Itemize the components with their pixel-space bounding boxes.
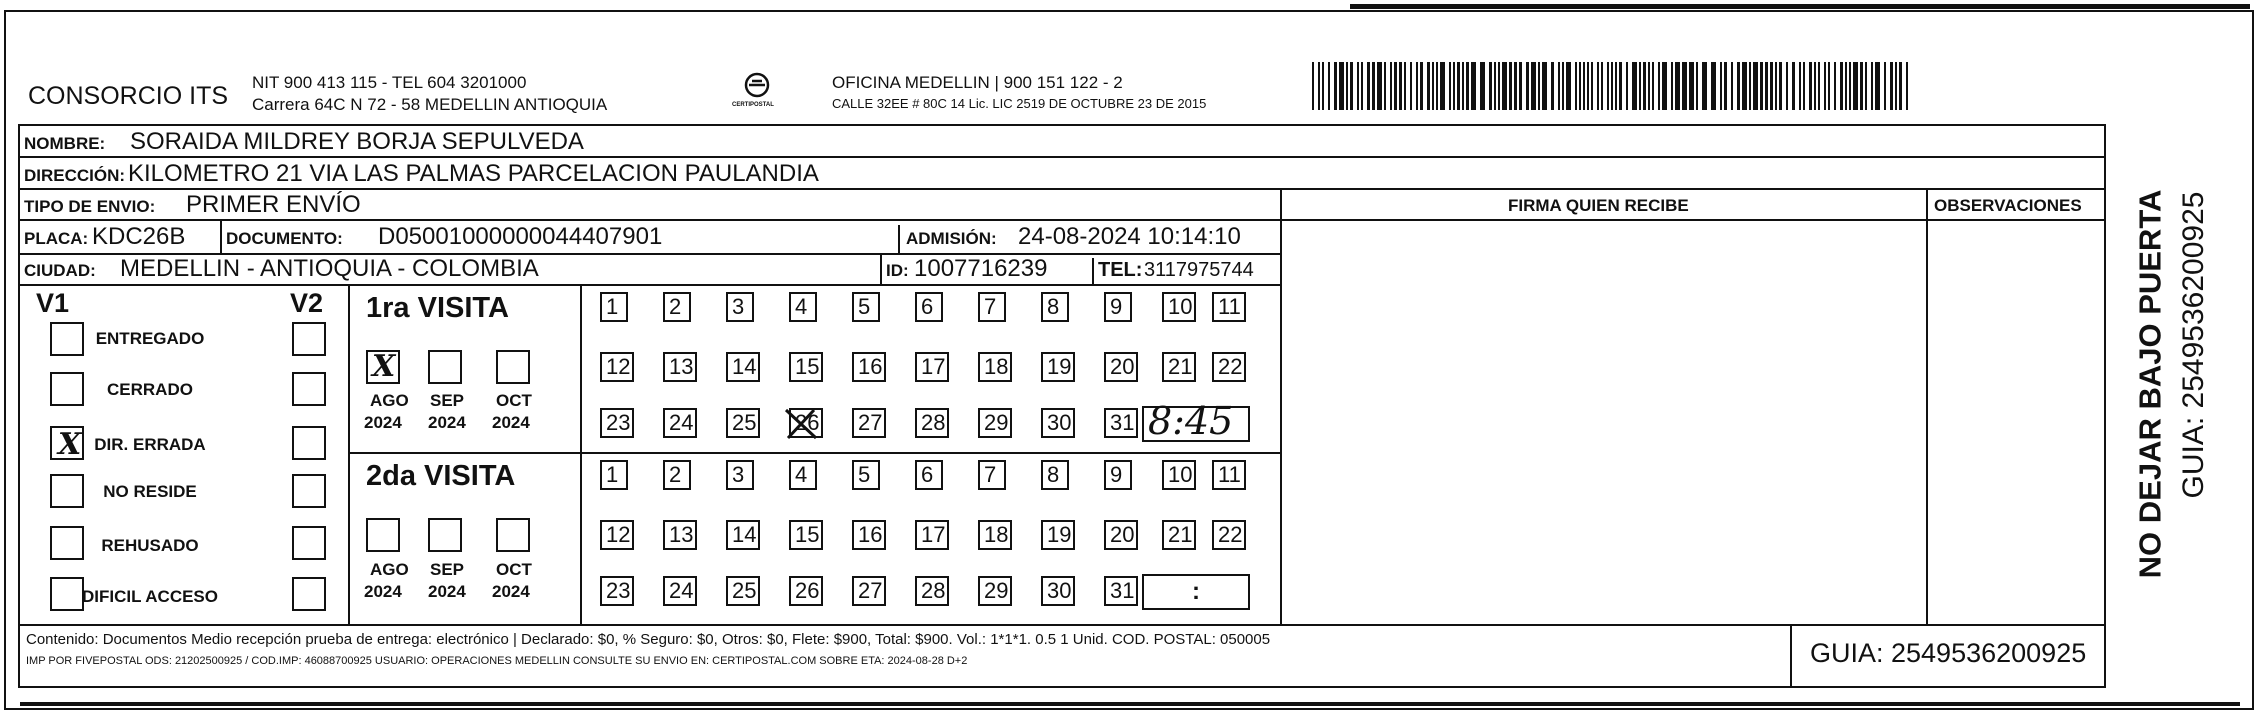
first-visit-day-box[interactable]: 29	[978, 408, 1012, 438]
documento-label: DOCUMENTO:	[226, 229, 343, 248]
first-visit-day-box[interactable]: 18	[978, 352, 1012, 382]
second-visit-time-colon: :	[1192, 578, 1200, 605]
col-line	[1790, 624, 1792, 688]
second-month-label-oct: OCT	[496, 560, 532, 579]
second-visit-day-box[interactable]: 26	[789, 576, 823, 606]
firma-header: FIRMA QUIEN RECIBE	[1508, 196, 1689, 215]
first-visit-day-box[interactable]: 23	[600, 408, 634, 438]
status-rehusado: REHUSADO	[101, 536, 199, 555]
second-visit-day-box[interactable]: 22	[1212, 520, 1246, 550]
second-visit-day-box[interactable]: 4	[789, 460, 817, 490]
row-line	[348, 452, 1280, 454]
col-line	[898, 225, 900, 253]
col-line	[220, 219, 222, 253]
address-line: Carrera 64C N 72 - 58 MEDELLIN ANTIOQUIA	[252, 95, 608, 114]
second-visit-day-box[interactable]: 21	[1162, 520, 1196, 550]
ciudad-value: MEDELLIN - ANTIOQUIA - COLOMBIA	[120, 255, 539, 282]
barcode	[1312, 62, 1912, 110]
first-visit-day-box[interactable]: 5	[852, 292, 880, 322]
second-visit-day-box[interactable]: 25	[726, 576, 760, 606]
first-month-label-ago: AGO	[370, 391, 409, 410]
logo-text: CERTIPOSTAL	[732, 102, 774, 108]
first-visit-day-box[interactable]: 22	[1212, 352, 1246, 382]
col-line	[880, 253, 882, 284]
v2-checkbox-entregado[interactable]	[292, 322, 326, 356]
footer-guia: GUIA: 2549536200925	[1810, 638, 2087, 668]
placa-value: KDC26B	[92, 223, 186, 250]
first-visit-day-box[interactable]: 3	[726, 292, 754, 322]
ciudad-label: CIUDAD:	[24, 261, 96, 280]
first-visit-day-box[interactable]: 24	[663, 408, 697, 438]
status-entregado: ENTREGADO	[95, 329, 205, 348]
status-dificil-acceso: DIFICIL ACCESO	[81, 587, 218, 606]
admision-label: ADMISIÓN:	[906, 229, 997, 248]
status-no-reside: NO RESIDE	[103, 482, 197, 501]
col-line	[1280, 188, 1282, 624]
second-visit-day-box[interactable]: 15	[789, 520, 823, 550]
row-line	[18, 156, 2106, 158]
observaciones-header: OBSERVACIONES	[1934, 196, 2082, 215]
row-line	[18, 188, 2106, 190]
first-visit-month-ago[interactable]	[366, 350, 400, 384]
certipostal-logo	[730, 72, 784, 112]
footer-contenido: Contenido: Documentos Medio recepción prueba de entrega: electrónico | Declarado: $0, % Seguro: $0, Otros: $0, Flete: $900, Total: $900. Vol.: 1*1*1. 0.5 1 Unid. COD. POSTAL: 050005	[26, 631, 1271, 648]
second-year-label-sep: 2024	[428, 582, 466, 601]
v2-checkbox-dificil-acceso[interactable]	[292, 577, 326, 611]
direccion-label: DIRECCIÓN:	[24, 166, 126, 185]
row-line	[18, 624, 2106, 626]
first-visit-day-box[interactable]: 4	[789, 292, 817, 322]
id-label: ID:	[886, 261, 909, 280]
second-visit-month-sep[interactable]	[428, 518, 462, 552]
tipo-envio-value: PRIMER ENVÍO	[186, 191, 361, 218]
nombre-value: SORAIDA MILDREY BORJA SEPULVEDA	[130, 128, 584, 155]
second-visit-month-oct[interactable]	[496, 518, 530, 552]
first-visit-day-box[interactable]: 31	[1104, 408, 1138, 438]
footer-imp-line: IMP POR FIVEPOSTAL ODS: 21202500925 / COD.IMP: 46088700925 USUARIO: OPERACIONES MEDELLIN CONSULTE SU ENVIO EN: CERTIPOSTAL.COM SOBRE ETA: 2024-08-28 D+2	[26, 655, 968, 667]
second-visit-day-box[interactable]: 28	[915, 576, 949, 606]
second-visit-day-box[interactable]: 27	[852, 576, 886, 606]
first-visit-day-box[interactable]: 13	[663, 352, 697, 382]
side-guia-number: GUIA: 2549536200925	[2177, 191, 2210, 499]
row-line	[18, 219, 1280, 221]
first-visit-day-box[interactable]: 20	[1104, 352, 1138, 382]
bottom-decorative-rule	[20, 702, 2240, 706]
first-visit-day-box[interactable]: 27	[852, 408, 886, 438]
first-month-label-oct: OCT	[496, 391, 532, 410]
first-visit-day-box[interactable]: 26	[789, 408, 823, 438]
side-no-dejar-bajo-puerta: NO DEJAR BAJO PUERTA	[2132, 189, 2168, 579]
col-line	[1926, 188, 1928, 624]
second-visit-month-ago[interactable]	[366, 518, 400, 552]
admision-value: 24-08-2024 10:14:10	[1018, 223, 1241, 250]
placa-label: PLACA:	[24, 229, 89, 248]
company-name: CONSORCIO ITS	[28, 82, 229, 110]
second-visit-day-box[interactable]: 23	[600, 576, 634, 606]
top-decorative-rule	[1350, 4, 2250, 9]
nombre-label: NOMBRE:	[24, 134, 106, 153]
second-visit-title: 2da VISITA	[366, 460, 516, 492]
col-line	[348, 284, 350, 624]
first-visit-day-box[interactable]: 14	[726, 352, 760, 382]
second-month-label-ago: AGO	[370, 560, 409, 579]
second-month-label-sep: SEP	[430, 560, 465, 579]
second-visit-day-box[interactable]: 12	[600, 520, 634, 550]
day-26-strike-mark	[780, 404, 822, 444]
col-line	[1092, 258, 1094, 284]
second-visit-day-box[interactable]: 1	[600, 460, 628, 490]
second-visit-day-box[interactable]: 6	[915, 460, 943, 490]
second-visit-day-box[interactable]: 13	[663, 520, 697, 550]
second-year-label-ago: 2024	[364, 582, 402, 601]
first-visit-day-box[interactable]: 25	[726, 408, 760, 438]
first-visit-day-box[interactable]: 8	[1041, 292, 1069, 322]
v1-check-mark: X	[58, 427, 82, 462]
second-visit-day-box[interactable]: 19	[1041, 520, 1075, 550]
tipo-envio-label: TIPO DE ENVIO:	[24, 197, 156, 216]
first-visit-day-box[interactable]: 30	[1041, 408, 1075, 438]
col-line	[580, 284, 582, 624]
second-visit-day-box[interactable]: 14	[726, 520, 760, 550]
first-visit-time-handwritten: 8:45	[1148, 399, 1234, 443]
row-line	[18, 284, 1280, 286]
first-visit-day-box[interactable]: 21	[1162, 352, 1196, 382]
first-visit-day-box[interactable]: 16	[852, 352, 886, 382]
first-year-label-oct: 2024	[492, 413, 530, 432]
first-year-label-ago: 2024	[364, 413, 402, 432]
first-visit-month-oct[interactable]	[496, 350, 530, 384]
first-visit-day-box[interactable]: 15	[789, 352, 823, 382]
first-visit-title: 1ra VISITA	[366, 292, 509, 324]
second-visit-day-box[interactable]: 3	[726, 460, 754, 490]
second-year-label-oct: 2024	[492, 582, 530, 601]
license-line: CALLE 32EE # 80C 14 Lic. LIC 2519 DE OCTUBRE 23 DE 2015	[832, 96, 1207, 111]
second-visit-day-box[interactable]: 8	[1041, 460, 1069, 490]
first-visit-day-box[interactable]: 19	[1041, 352, 1075, 382]
status-cerrado: CERRADO	[107, 380, 193, 399]
documento-value: D05001000000044407901	[378, 223, 663, 250]
first-visit-day-box[interactable]: 10	[1162, 292, 1196, 322]
tel-label: TEL:	[1098, 259, 1143, 281]
tel-value: 3117975744	[1144, 259, 1254, 281]
direccion-value: KILOMETRO 21 VIA LAS PALMAS PARCELACION PAULANDIA	[128, 160, 819, 187]
v2-checkbox-dir-errada[interactable]	[292, 426, 326, 460]
second-visit-day-box[interactable]: 16	[852, 520, 886, 550]
second-visit-day-box[interactable]: 29	[978, 576, 1012, 606]
first-visit-month-sep[interactable]	[428, 350, 462, 384]
v2-checkbox-cerrado[interactable]	[292, 372, 326, 406]
office-line: OFICINA MEDELLIN | 900 151 122 - 2	[832, 73, 1123, 92]
first-visit-day-box[interactable]: 1	[600, 292, 628, 322]
second-visit-day-box[interactable]: 10	[1162, 460, 1196, 490]
id-value: 1007716239	[914, 255, 1048, 282]
second-visit-day-box[interactable]: 11	[1212, 460, 1246, 490]
second-visit-day-box[interactable]: 9	[1104, 460, 1132, 490]
first-visit-day-box[interactable]: 11	[1212, 292, 1246, 322]
first-month-label-sep: SEP	[430, 391, 465, 410]
first-visit-day-box[interactable]: 7	[978, 292, 1006, 322]
second-visit-day-box[interactable]: 20	[1104, 520, 1138, 550]
second-visit-day-box[interactable]: 18	[978, 520, 1012, 550]
first-year-label-sep: 2024	[428, 413, 466, 432]
first-visit-day-box[interactable]: 12	[600, 352, 634, 382]
first-visit-day-box[interactable]: 28	[915, 408, 949, 438]
first-visit-day-box[interactable]: 9	[1104, 292, 1132, 322]
second-visit-day-box[interactable]: 24	[663, 576, 697, 606]
second-visit-day-box[interactable]: 5	[852, 460, 880, 490]
second-visit-day-box[interactable]: 31	[1104, 576, 1138, 606]
status-dir-errada: DIR. ERRADA	[94, 435, 206, 454]
second-visit-day-box[interactable]: 7	[978, 460, 1006, 490]
first-visit-month-mark: X	[372, 349, 396, 384]
v1-label: V1	[36, 288, 70, 318]
first-visit-day-box[interactable]: 17	[915, 352, 949, 382]
v2-checkbox-no-reside[interactable]	[292, 474, 326, 508]
v2-label: V2	[290, 288, 324, 318]
nit-line: NIT 900 413 115 - TEL 604 3201000	[252, 73, 527, 92]
first-visit-day-box[interactable]: 2	[663, 292, 691, 322]
first-visit-day-box[interactable]: 6	[915, 292, 943, 322]
v2-checkbox-rehusado[interactable]	[292, 526, 326, 560]
row-line	[1280, 219, 2106, 221]
second-visit-day-box[interactable]: 17	[915, 520, 949, 550]
second-visit-day-box[interactable]: 30	[1041, 576, 1075, 606]
second-visit-day-box[interactable]: 2	[663, 460, 691, 490]
